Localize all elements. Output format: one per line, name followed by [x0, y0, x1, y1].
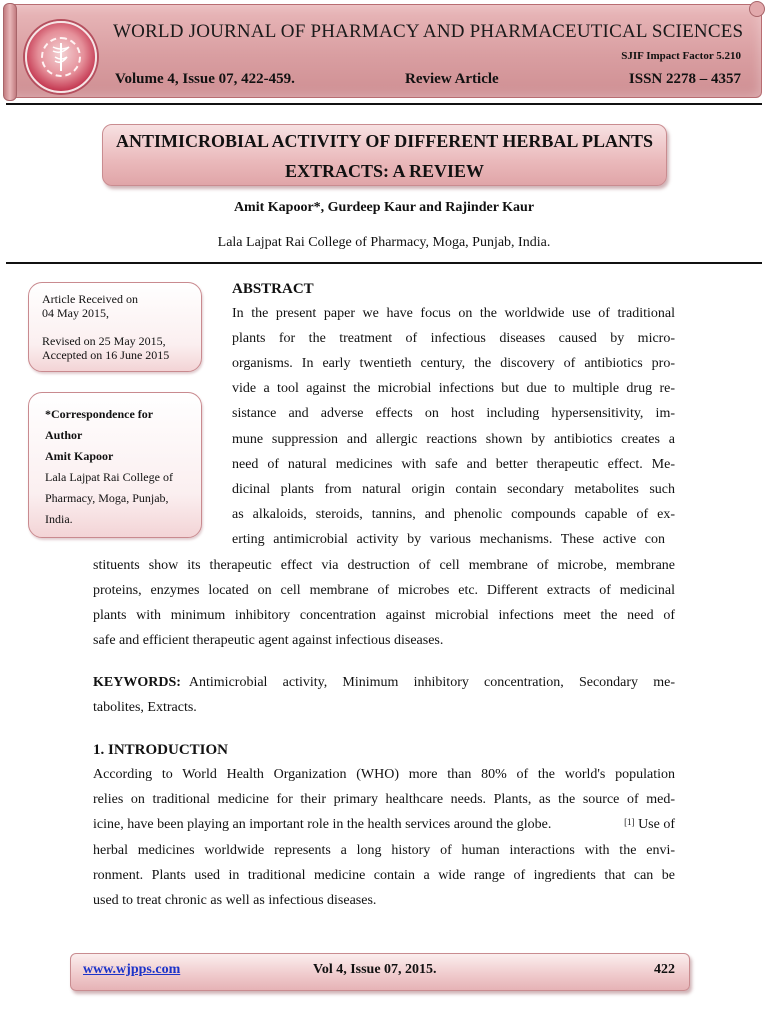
abstract-line: as alkaloids, steroids, tannins, and phenolic compounds capable of ex- [232, 507, 675, 522]
abstract-line: mune suppression and allergic reactions shown by antibiotics creates a [232, 432, 675, 447]
title-line-1: ANTIMICROBIAL ACTIVITY OF DIFFERENT HERBAL PLANTS [116, 131, 653, 151]
correspondence-label: *Correspondence for [45, 407, 154, 421]
intro-line-text: icine, have been playing an important role in the health services around the globe. [93, 817, 552, 832]
section-rule [6, 262, 762, 264]
affiliation: Lala Lajpat Rai College of Pharmacy, Moga, Punjab, India. [217, 235, 551, 250]
authors: Amit Kapoor*, Gurdeep Kaur and Rajinder Kaur [233, 200, 535, 215]
abstract-line: In the present paper we have focus on the worldwide use of traditional [232, 306, 675, 321]
citation-marker: [1] [624, 817, 635, 827]
page-number: 422 [654, 962, 675, 977]
issn: ISSN 2278 – 4357 [628, 71, 741, 87]
abstract-line: sistance and adverse effects on host including hypersensitivity, im- [232, 406, 675, 421]
header-rule [6, 103, 762, 105]
impact-factor: SJIF Impact Factor 5.210 [621, 50, 741, 62]
abstract-line: stituents show its therapeutic effect via destruction of cell membrane of microbe, membrane [93, 558, 675, 573]
title-line-2: EXTRACTS: A REVIEW [284, 161, 485, 181]
introduction-heading: 1. INTRODUCTION [93, 742, 229, 758]
intro-line: herbal medicines worldwide represents a long history of human interactions with the envi- [93, 843, 675, 858]
intro-line [93, 817, 675, 833]
scroll-curl-right [749, 1, 765, 17]
received-date: 04 May 2015, [42, 306, 109, 320]
intro-line-tail: Use of [634, 817, 675, 832]
abstract-line: dicinal plants from natural origin contain secondary metabolites such [232, 482, 675, 497]
abstract-line: plants with minimum inhibitory concentration against microbial infections meet the need of [93, 608, 675, 623]
keywords-line-2: tabolites, Extracts. [93, 700, 197, 715]
intro-line: According to World Health Organization (WHO) more than 80% of the world's population [93, 767, 675, 782]
footer-issue: Vol 4, Issue 07, 2015. [313, 962, 437, 977]
correspondence-address-3: India. [45, 512, 73, 526]
page-footer [70, 953, 690, 991]
correspondence-box [28, 392, 202, 538]
website-link[interactable]: www.wjpps.com [83, 962, 181, 977]
correspondence-address-2: Pharmacy, Moga, Punjab, [45, 491, 169, 505]
accepted-date: Accepted on 16 June 2015 [42, 348, 170, 362]
article-dates-box [28, 282, 202, 372]
correspondence-name: Amit Kapoor [45, 449, 114, 463]
volume-info: Volume 4, Issue 07, 422-459. [115, 71, 295, 87]
intro-line: ronment. Plants used in traditional medicine contain a wide range of ingredients that can be [93, 868, 675, 883]
abstract-line: plants for the treatment of infectious diseases caused by micro- [232, 331, 675, 346]
keywords-line-1: Antimicrobial activity, Minimum inhibitory concentration, Secondary me- [188, 675, 675, 690]
abstract-heading: ABSTRACT [232, 281, 314, 297]
scroll-curl-left [3, 3, 17, 101]
article-type: Review Article [405, 71, 499, 87]
abstract-line: proteins, enzymes located on cell membrane of microbes etc. Different extracts of medicinal [93, 583, 675, 598]
revised-date: Revised on 25 May 2015, [42, 334, 166, 348]
abstract-line: erting antimicrobial activity by various mechanisms. These active con [232, 532, 665, 547]
journal-logo [25, 21, 97, 93]
abstract-line: vide a tool against the microbial infections but due to multiple drug re- [232, 381, 675, 396]
caduceus-icon [49, 41, 73, 73]
article-title [102, 124, 667, 186]
correspondence-address-1: Lala Lajpat Rai College of [45, 470, 173, 484]
abstract-line: need of natural medicines with safe and better therapeutic effect. Me- [232, 457, 675, 472]
keywords [93, 675, 675, 716]
correspondence-label-2: Author [45, 428, 83, 442]
journal-banner [6, 4, 762, 98]
received-label: Article Received on [42, 292, 138, 306]
intro-line: used to treat chronic as well as infectious diseases. [93, 893, 377, 908]
abstract-line: safe and efficient therapeutic agent against infectious diseases. [93, 633, 444, 648]
intro-line: relies on traditional medicine for their primary healthcare needs. Plants, as the source of med- [93, 792, 675, 807]
keywords-label: KEYWORDS: [93, 675, 181, 690]
abstract-line: organisms. In early twentieth century, the discovery of antibiotics pro- [232, 356, 675, 371]
journal-title: WORLD JOURNAL OF PHARMACY AND PHARMACEUTICAL SCIENCES [113, 21, 744, 42]
